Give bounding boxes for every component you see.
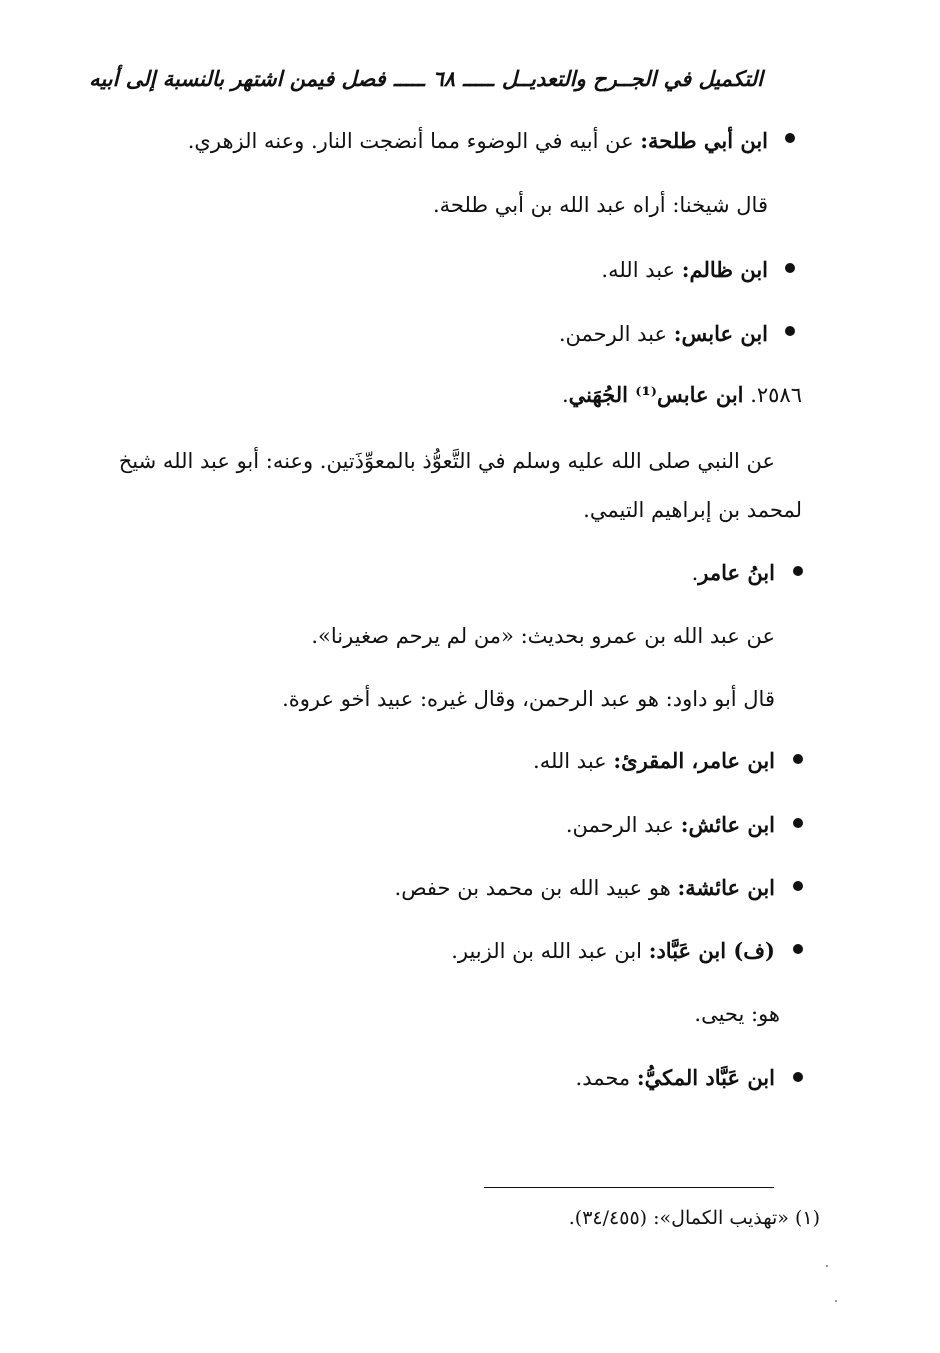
entry-line [451, 936, 775, 966]
entry-term: ابن عَبَّاد المكيُّ: [636, 1065, 775, 1090]
entry-line [566, 810, 775, 840]
entry-number: ٢٥٨٦. [750, 383, 802, 407]
header-separator: ـــــ [463, 66, 494, 91]
entry-text: عبد الله. [533, 749, 614, 773]
bullet-icon [793, 754, 803, 764]
entry-text: عن أبيه في الوضوء مما أنضجت النار. وعنه الزهري. [187, 129, 641, 153]
entry-term: (ف) ابن عَبَّاد: [648, 938, 775, 963]
entry-text: ابن عبد الله بن الزبير. [451, 939, 649, 963]
entry-text: محمد. [575, 1066, 637, 1090]
entry-term: ابن عامر، المقرئ: [613, 748, 775, 773]
entry-term: ابن عائشة: [677, 875, 775, 900]
entry-term: ابن ظالم: [681, 257, 768, 282]
entry-line [559, 319, 768, 349]
entry-text: قال أبو داود: هو عبد الرحمن، وقال غيره: عبيد أخو عروة. [282, 687, 775, 711]
header-separator-2: ـــــ [393, 66, 425, 91]
entry-line [119, 446, 775, 476]
bullet-icon [793, 566, 803, 576]
entry-term: ابنُ عامر [698, 560, 775, 585]
entry-text: عبد الرحمن. [558, 322, 674, 346]
bullet-icon [785, 326, 795, 336]
scan-speck [826, 1265, 828, 1267]
entry-line [311, 621, 775, 651]
scan-speck [835, 1300, 837, 1302]
numbered-entry [562, 380, 802, 410]
entry-text: عن عبد الله بن عمرو بحديث: «من لم يرحم صغيرنا». [311, 624, 775, 648]
entry-line [694, 999, 780, 1029]
entry-line [601, 255, 768, 285]
entry-line [692, 558, 775, 588]
book-title: التكميل في الجــرح والتعديــل [501, 66, 763, 91]
bullet-icon [793, 881, 803, 891]
entry-text: عبد الله. [601, 258, 682, 282]
bullet-icon [785, 133, 795, 143]
entry-line [282, 684, 775, 714]
bullet-icon [785, 263, 795, 273]
bullet-icon [793, 818, 803, 828]
entry-term: ابن عابس: [673, 321, 768, 346]
entry-line [395, 873, 775, 903]
bullet-icon [793, 1072, 803, 1082]
running-header [89, 66, 763, 106]
entry-line [533, 746, 775, 776]
entry-text: عبد الرحمن. [565, 813, 681, 837]
chapter-title: فصل فيمن اشتهر بالنسبة إلى أبيه [89, 66, 386, 91]
entry-term: ابن أبي طلحة: [640, 128, 768, 153]
entry-line [576, 1063, 775, 1093]
entry-text: هو: يحيى. [694, 1002, 780, 1026]
entry-text: . [691, 561, 699, 585]
page-number: ٦٨ [432, 66, 456, 91]
entry-term: ابن عابس⁽¹⁾ الجُهَني [568, 382, 744, 407]
footnote: (١) «تهذيب الكمال»: (٣٤/٤٥٥). [568, 1207, 820, 1229]
entry-line [188, 126, 768, 156]
bullet-icon [793, 944, 803, 954]
entry-line [433, 190, 768, 220]
entry-text: هو عبيد الله بن محمد بن حفص. [394, 876, 678, 900]
entry-text: عن النبي صلى الله عليه وسلم في التَّعوُّذ بالمعوِّذَتين. وعنه: أبو عبد الله شيخ [118, 449, 775, 473]
entry-text: قال شيخنا: أراه عبد الله بن أبي طلحة. [432, 193, 768, 217]
entry-text: لمحمد بن إبراهيم التيمي. [583, 498, 802, 522]
entry-text: . [561, 383, 569, 407]
footnote-divider [484, 1187, 774, 1188]
entry-line [583, 495, 802, 525]
entry-term: ابن عائش: [680, 812, 775, 837]
